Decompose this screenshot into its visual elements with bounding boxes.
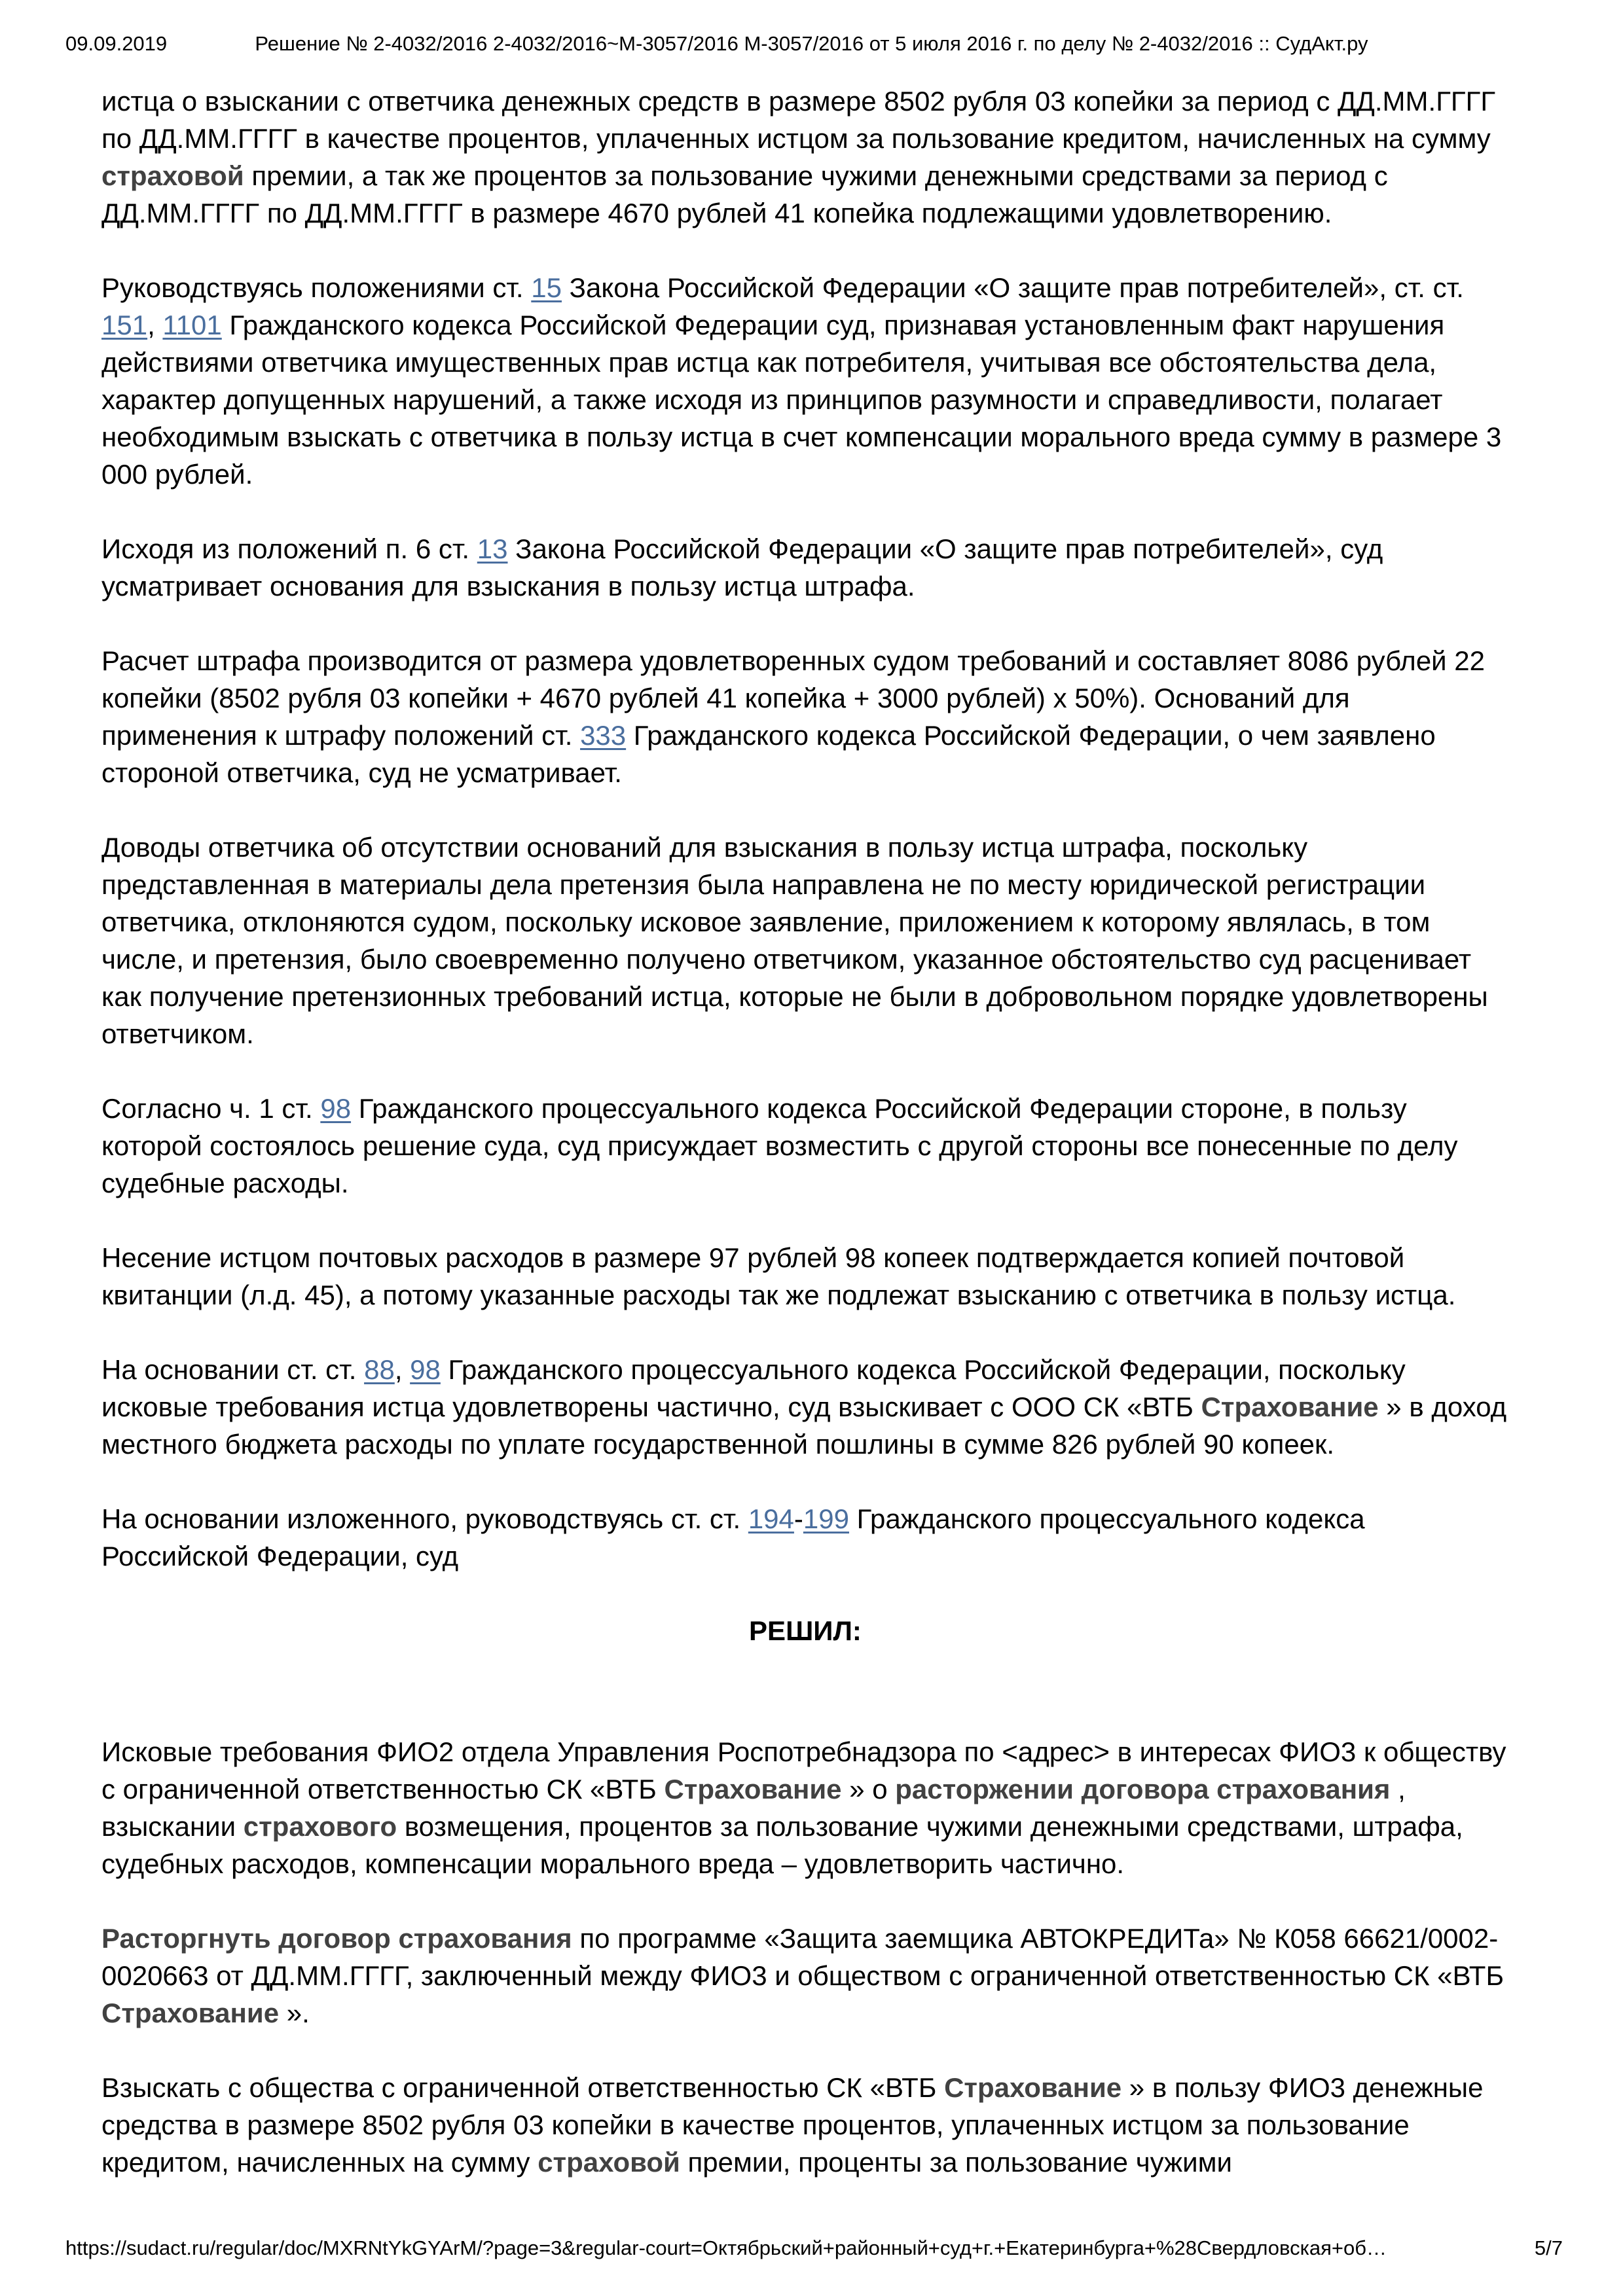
- text-run: истца о взыскании с ответчика денежных средств в размере 8502 рубля 03 копейки за период с ДД.ММ.ГГГГ по ДД.ММ.ГГГГ в качестве процентов, уплаченных истцом за пользование кредитом, начисленных на сумму: [101, 86, 1496, 154]
- highlighted-term: Расторгнуть договор страхования: [101, 1923, 572, 1954]
- paragraph: [101, 1733, 1509, 1882]
- highlighted-term: Страхование: [944, 2072, 1122, 2103]
- text-run: премии, проценты за пользование чужими: [680, 2147, 1232, 2178]
- paragraph: [101, 1351, 1509, 1463]
- text-run: Гражданского кодекса Российской Федерации суд, признавая установленным факт нарушения действиями ответчика имущественных прав истца как потребителя, учитывая все обстоятельства дела, характер допущенных нарушений, а также исходя из принципов разумности и справедливости, полагает необходимым взыскать с ответчика в пользу истца в счет компенсации морального вреда сумму в размере 3 000 рублей.: [101, 310, 1502, 490]
- highlighted-term: страховой: [101, 160, 244, 191]
- statute-link[interactable]: 15: [531, 272, 562, 303]
- text-run: Исковые требования ФИО2 отдела Управления Роспотребнадзора по <адрес> в интересах ФИО3 к обществу с ограниченной ответственностью СК «ВТБ: [101, 1736, 1506, 1804]
- highlighted-term: Страхование: [1201, 1391, 1379, 1422]
- text-run: » в пользу ФИО3 денежные средства в размере 8502 рубля 03 копейки в качестве процентов, уплаченных истцом за пользование кредитом, начисленных на сумму: [101, 2072, 1484, 2178]
- text-run: -: [793, 1503, 803, 1534]
- text-run: Расчет штрафа производится от размера удовлетворенных судом требований и составляет 8086 рублей 22 копейки (8502 рубля 03 копейки + 4670 рублей 41 копейка + 3000 рублей) х 50%). Оснований для применения к штрафу положений ст.: [101, 645, 1486, 751]
- paragraph: [101, 269, 1509, 493]
- text-run: На основании ст. ст.: [101, 1354, 365, 1385]
- paragraph: [101, 1239, 1509, 1314]
- text-run: Доводы ответчика об отсутствии оснований для взыскания в пользу истца штрафа, поскольку представленная в материалы дела претензия была направлена не по месту юридической регистрации ответчика, отклоняются судом, поскольку исковое заявление, приложением к которому являлась, в том числе, и претензия, было своевременно получено ответчиком, указанное обстоятельство суд расценивает как получение претензионных требований истца, которые не были в добровольном порядке удовлетворены ответчиком.: [101, 832, 1488, 1049]
- print-header: [0, 31, 1623, 56]
- statute-link[interactable]: 98: [410, 1354, 441, 1385]
- paragraph: [101, 1090, 1509, 1202]
- paragraph: [101, 530, 1509, 605]
- text-run: Взыскать с общества с ограниченной ответственностью СК «ВТБ: [101, 2072, 945, 2103]
- text-run: премии, а так же процентов за пользование чужими денежными средствами за период с ДД.ММ.ГГГГ по ДД.ММ.ГГГГ в размере 4670 рублей 41 копейка подлежащими удовлетворению.: [101, 160, 1388, 228]
- text-run: Несение истцом почтовых расходов в размере 97 рублей 98 копеек подтверждается копией почтовой квитанции (л.д. 45), а потому указанные расходы так же подлежат взысканию с ответчика в пользу истца.: [101, 1242, 1456, 1310]
- paragraph: [101, 1500, 1509, 1575]
- paragraph: [101, 642, 1509, 791]
- decision-heading: [101, 1612, 1509, 1649]
- print-date: 09.09.2019: [65, 32, 168, 55]
- text-run: На основании изложенного, руководствуясь ст. ст.: [101, 1503, 748, 1534]
- text-run: Гражданского кодекса Российской Федерации, о чем заявлено стороной ответчика, суд не усматривает.: [101, 720, 1436, 788]
- text-run: РЕШИЛ:: [749, 1615, 862, 1646]
- paragraph: [101, 829, 1509, 1052]
- text-run: Руководствуясь положениями ст.: [101, 272, 532, 303]
- document-title: Решение № 2-4032/2016 2-4032/2016~М-3057/2016 М-3057/2016 от 5 июля 2016 г. по делу № 2-4032/2016 :: СудАкт.ру: [255, 32, 1368, 55]
- paragraph: [101, 1920, 1509, 2032]
- highlighted-term: расторжении договора страхования: [895, 1774, 1391, 1804]
- statute-link[interactable]: 194: [748, 1503, 794, 1534]
- text-run: ,: [394, 1354, 410, 1385]
- paragraph-continuation: [101, 82, 1509, 232]
- text-run: ,: [147, 310, 163, 340]
- text-run: Согласно ч. 1 ст.: [101, 1093, 321, 1124]
- highlighted-term: Страхование: [101, 1998, 280, 2028]
- text-run: Закона Российской Федерации «О защите прав потребителей», ст. ст.: [562, 272, 1464, 303]
- text-run: » о: [841, 1774, 896, 1804]
- text-run: Закона Российской Федерации «О защите прав потребителей», суд усматривает основания для взыскания в пользу истца штрафа.: [101, 533, 1383, 601]
- highlighted-term: страхового: [243, 1811, 397, 1842]
- statute-link[interactable]: 151: [101, 310, 148, 340]
- text-run: по программе «Защита заемщика АВТОКРЕДИТа» № К058 66621/0002-0020663 от ДД.ММ.ГГГГ, заключенный между ФИО3 и обществом с ограниченной ответственностью СК «ВТБ: [101, 1923, 1504, 1991]
- source-url: https://sudact.ru/regular/doc/MXRNtYkGYArM/?page=3&regular-court=Октябрьский+районный+суд+г.+Екатеринбурга+%28Свердловская+об…: [65, 2236, 1387, 2259]
- paragraph: [101, 2069, 1509, 2181]
- statute-link[interactable]: 1101: [162, 310, 222, 340]
- text-run: Гражданского процессуального кодекса Российской Федерации, суд: [101, 1503, 1365, 1571]
- statute-link[interactable]: 199: [803, 1503, 849, 1534]
- highlighted-term: Страхование: [664, 1774, 842, 1804]
- highlighted-term: страховой: [538, 2147, 680, 2178]
- text-run: Гражданского процессуального кодекса Российской Федерации стороне, в пользу которой состоялось решение суда, суд присуждает возместить с другой стороны все понесенные по делу судебные расходы.: [101, 1093, 1458, 1198]
- print-footer: [65, 2236, 1563, 2261]
- text-run: , взыскании: [101, 1774, 1406, 1842]
- text-run: возмещения, процентов за пользование чужими денежными средствами, штрафа, судебных расходов, компенсации морального вреда – удовлетворить частично.: [101, 1811, 1463, 1879]
- statute-link[interactable]: 88: [364, 1354, 395, 1385]
- text-run: Гражданского процессуального кодекса Российской Федерации, поскольку исковые требования истца удовлетворены частично, суд взыскивает с ООО СК «ВТБ: [101, 1354, 1406, 1422]
- document-body: [101, 82, 1509, 2200]
- text-run: » в доход местного бюджета расходы по уплате государственной пошлины в сумме 826 рублей 90 копеек.: [101, 1391, 1507, 1460]
- statute-link[interactable]: 333: [580, 720, 627, 751]
- statute-link[interactable]: 13: [477, 533, 508, 564]
- page-number: 5/7: [1534, 2236, 1563, 2259]
- text-run: ».: [279, 1998, 310, 2028]
- statute-link[interactable]: 98: [320, 1093, 352, 1124]
- text-run: Исходя из положений п. 6 ст.: [101, 533, 477, 564]
